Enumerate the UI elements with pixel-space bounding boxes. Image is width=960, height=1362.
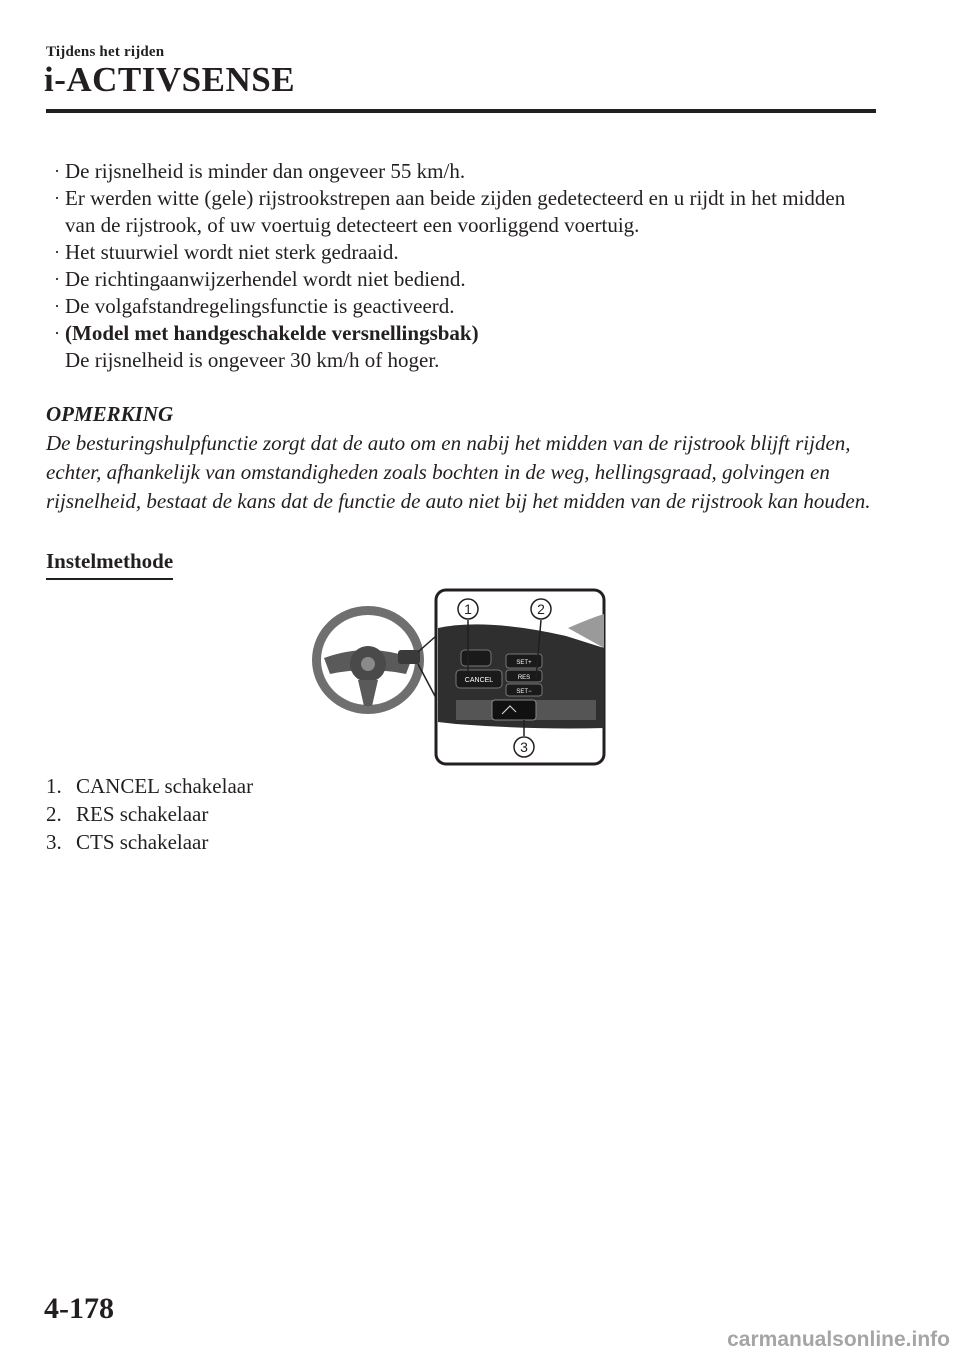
- legend-label: RES schakelaar: [76, 802, 209, 826]
- bullet-icon: ·: [54, 296, 60, 316]
- legend-item: [46, 828, 253, 856]
- res-button-label: RES: [517, 675, 531, 681]
- section-label: Tijdens het rijden: [46, 44, 165, 60]
- steering-wheel-illustration: [312, 606, 424, 714]
- list-item: [54, 185, 874, 239]
- watermark: carmanualsonline.info: [727, 1328, 950, 1351]
- legend-label: CTS schakelaar: [76, 830, 209, 854]
- set-plus-button-label: SET+: [516, 660, 532, 666]
- legend-label: CANCEL schakelaar: [76, 774, 254, 798]
- legend-item: [46, 800, 253, 828]
- condition-text: De rijsnelheid is ongeveer 30 km/h of hoger.: [65, 348, 440, 372]
- condition-model-label: (Model met handgeschakelde versnellingsbak): [65, 321, 479, 345]
- section-subheading: Instelmethode: [46, 547, 173, 580]
- legend-number: 1.: [46, 774, 62, 798]
- bullet-icon: ·: [54, 161, 60, 181]
- callout-3: 3: [520, 739, 528, 755]
- condition-list: [54, 158, 874, 374]
- note-block: [46, 400, 876, 516]
- condition-text: Het stuurwiel wordt niet sterk gedraaid.: [65, 240, 399, 264]
- condition-text: Er werden witte (gele) rijstrookstrepen aan beide zijden gedetecteerd en u rijdt in het midden van de rijstrook, of uw voertuig detecteert een voorliggend voertuig.: [65, 186, 846, 237]
- page-title: i-ACTIVSENSE: [44, 60, 296, 99]
- callout-2: 2: [537, 601, 545, 617]
- figure-legend: [46, 772, 253, 856]
- bullet-icon: ·: [54, 242, 60, 262]
- cancel-button-label: CANCEL: [464, 677, 494, 684]
- note-body: De besturingshulpfunctie zorgt dat de auto om en nabij het midden van de rijstrook blijft rijden, echter, afhankelijk van omstandigheden zoals bochten in de weg, hellingsgraad, golvingen en rijsnelheid, bestaat de kans dat de functie de auto niet bij het midden van de rijstrook kan houden.: [46, 431, 871, 513]
- list-item: [54, 293, 874, 320]
- set-minus-button-label: SET−: [516, 689, 532, 695]
- list-item: [54, 239, 874, 266]
- list-item: [54, 266, 874, 293]
- switch-panel-closeup: [438, 614, 604, 729]
- condition-text: De richtingaanwijzerhendel wordt niet bediend.: [65, 267, 466, 291]
- condition-text: De volgafstandregelingsfunctie is geactiveerd.: [65, 294, 455, 318]
- header-divider: [46, 109, 876, 113]
- callout-1: 1: [464, 601, 472, 617]
- legend-number: 3.: [46, 830, 62, 854]
- legend-number: 2.: [46, 802, 62, 826]
- page-number: 4-178: [44, 1292, 114, 1325]
- list-item: [54, 158, 874, 185]
- bullet-icon: ·: [54, 323, 60, 343]
- list-item: [54, 320, 874, 374]
- bullet-icon: ·: [54, 188, 60, 208]
- steering-wheel-switch-figure: [306, 588, 606, 766]
- legend-item: [46, 772, 253, 800]
- condition-text: De rijsnelheid is minder dan ongeveer 55 km/h.: [65, 159, 466, 183]
- bullet-icon: ·: [54, 269, 60, 289]
- note-heading: OPMERKING: [46, 402, 174, 426]
